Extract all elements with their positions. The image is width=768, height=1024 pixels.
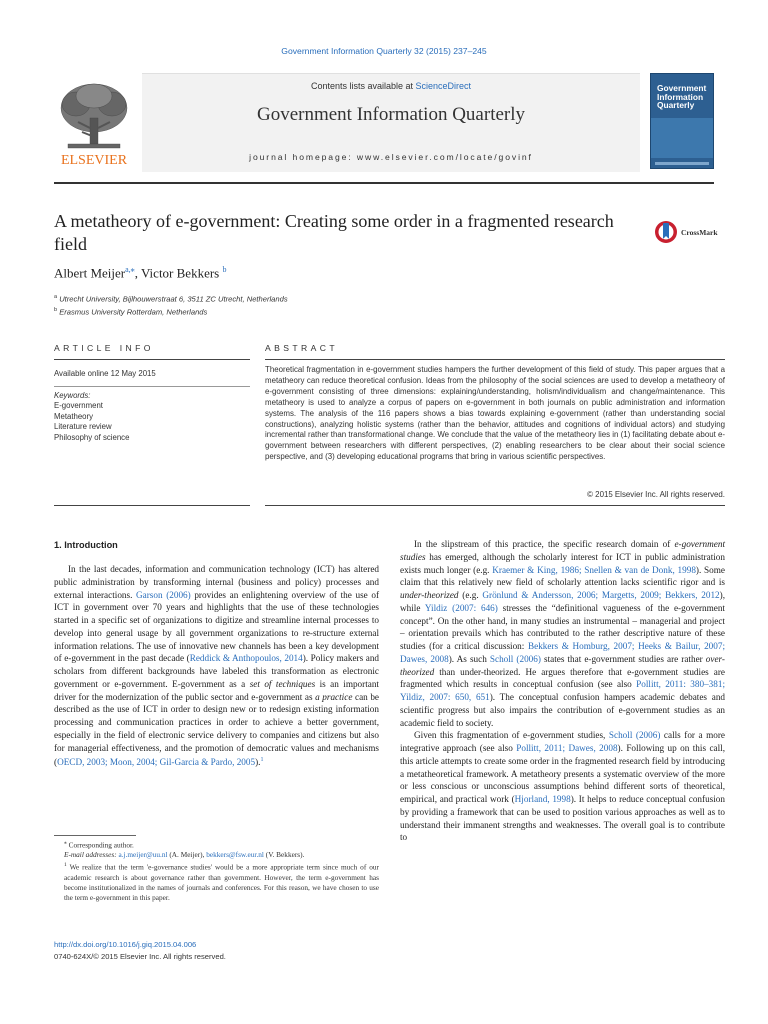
issn-copyright: 0740-624X/© 2015 Elsevier Inc. All rights reserved. (54, 952, 226, 961)
affiliations (54, 292, 288, 317)
doi-link[interactable]: http://dx.doi.org/10.1016/j.giq.2015.04.006 (54, 940, 197, 949)
citation-link[interactable]: OECD, 2003; Moon, 2004; Gil-Garcia & Pardo, 2005 (57, 757, 256, 768)
header-divider (54, 182, 714, 184)
keyword: E-government (54, 401, 103, 411)
footnote-1: $^1$ We realize that the term 'e-governance studies' would be a more appropriate term since much of our academic research is about governance rather than government. However, the term e-government has become institutionalized in the names of journals and conferences. For this reason, we have chosen to use the term e-government in this paper. (64, 862, 379, 902)
crossmark-badge[interactable] (654, 218, 724, 246)
article-info-heading: ARTICLE INFO (54, 343, 154, 353)
citation-link[interactable]: Scholl (2006) (608, 730, 661, 741)
author-affiliation-mark[interactable]: a,⁎ (125, 265, 135, 274)
citation-link[interactable]: Hjorland, 1998 (514, 794, 571, 804)
elsevier-wordmark: ELSEVIER (60, 153, 128, 168)
paragraph: In the last decades, information and communication technology (ICT) has altered public administration by transforming internal (business and policy) processes and external interactions. Garson (2006) provides an enlightening overview of the use of ICT in government over 70 years and highlights that the use of these technologies started in a specific set of organizations to digitize and streamline internal processes to develop into general usage by all government organizations to re-structure external information relations. The use of innovative new channels has been a key development of e-government in the past decade (Reddick & Anthopoulos, 2014). Policy makers and scholars from different backgrounds have labeled this transformation as electronic government or e-government. E-government as a set of techniques is an important driver for the modernization of the public sector and e-government as a practice can be described as the use of ICT in order to design new or to redesign existing information processing and communication practices in order to achieve a better government, especially in the field of electronic service delivery to companies and citizens but also for managerial effectiveness, and the promotion of democratic values and mechanisms (OECD, 2003; Moon, 2004; Gil-Garcia & Pardo, 2005).$^1$ (54, 564, 380, 768)
cover-title: Government Information Quarterly (657, 83, 707, 111)
section-heading: 1. Introduction (54, 540, 118, 550)
affiliation-b: $^b$ Erasmus University Rotterdam, Netherlands (54, 306, 208, 317)
email-link[interactable]: bekkers@fsw.eur.nl (206, 850, 264, 860)
citation-link[interactable]: Pollitt, 2011; Dawes, 2008 (516, 743, 618, 753)
citation-link[interactable]: Kraemer & King, 1986; Snellen & van de Donk, 1998 (492, 564, 696, 575)
citation-link[interactable]: Pollitt, 2011: 380–381; Yildiz, 2007: 650, 651 (400, 679, 725, 702)
keywords-heading: Keywords: (54, 391, 91, 400)
contents-available-line: Contents lists available at ScienceDirect (310, 81, 472, 91)
citation-link[interactable]: Scholl (2006) (489, 653, 541, 664)
body-column-right (400, 538, 725, 844)
journal-cover-thumbnail[interactable] (650, 73, 714, 169)
citation-link[interactable]: Grönlund & Andersson, 2006; Margetts, 2009; Bekkers, 2012 (482, 590, 720, 600)
abstract-copyright: © 2015 Elsevier Inc. All rights reserved. (587, 490, 725, 499)
abstract-divider (265, 359, 725, 360)
footnote-ref[interactable]: 1 (260, 757, 264, 764)
sciencedirect-link[interactable]: ScienceDirect (415, 81, 472, 91)
keyword: Philosophy of science (54, 432, 130, 442)
citation-link[interactable]: Reddick & Anthopoulos, 2014 (189, 653, 303, 664)
citation-link[interactable]: Yildiz (2007: 646) (424, 602, 498, 613)
author-name: Albert Meijer (54, 265, 126, 281)
crossmark-icon (654, 218, 678, 246)
elsevier-tree-logo (54, 78, 134, 170)
keywords-list (54, 391, 129, 443)
paragraph: In the slipstream of this practice, the specific research domain of e-government studies has emerged, although the scholarly interest for ICT in public administration exists much longer (e.g. Kraemer & King, 1986; Snellen & van de Donk, 1998). Some claim that this relatively new field of scholarly attention lacks scientific rigor and is under-theorized (e.g. Grönlund & Andersson, 2006; Margetts, 2009; Bekkers, 2012), while Yildiz (2007: 646) stresses the “definitional vagueness of the e-government concept”. On the other hand, in many studies an instrumental – managerial and project – orientation prevails which has contributed to the rather descriptive nature of these studies (for a critical discussion: Bekkers & Homburg, 2007; Heeks & Bailur, 2007; Dawes, 2008). As such Scholl (2006) states that e-government studies are rather over-theorized than under-theorized. He argues therefore that e-government studies are fragmented which results in conceptual confusion (see also Pollitt, 2011: 380–381; Yildiz, 2007: 650, 651). The conceptual confusion hampers academic debates and scientific progress but also impairs the contribution of e-government studies as an academic field to society. (400, 539, 726, 728)
article-info-bottom-divider (54, 505, 250, 506)
available-online-date: Available online 12 May 2015 (54, 369, 156, 378)
crossmark-label: CrossMark (681, 228, 718, 237)
author-line: Albert Meijer$^{a,⁎}$, Victor Bekkers $^b$ (54, 265, 227, 281)
keyword: Metatheory (54, 411, 94, 421)
paragraph: Given this fragmentation of e-government studies, Scholl (2006) calls for a more integrative approach (see also Pollitt, 2011; Dawes, 2008). Following up on this call, this article attempts to create some order in the fragmented research field by introducing a metatheoretical framework. A metatheory presents a systematic overview of the more or less conscious or unconscious assumptions behind different sorts of theoretical, empirical, and practical work (Hjorland, 1998). It helps to reduce conceptual confusion by providing a framework that can be used to position various approaches as well as to understand their immanent strengths and weaknesses. The overall goal is to contribute to (400, 730, 726, 843)
citation-link[interactable]: Garson (2006) (136, 589, 191, 600)
body-column-left (54, 563, 379, 769)
abstract-bottom-divider (265, 505, 725, 506)
footnote-corresponding: ⁎ Corresponding author. (64, 840, 134, 850)
footnote-divider (54, 835, 136, 836)
article-info-inner-divider (54, 386, 250, 387)
cover-strip (655, 162, 709, 165)
abstract-heading: ABSTRACT (265, 343, 339, 353)
journal-reference-link[interactable]: Government Information Quarterly 32 (2015) 237–245 (281, 46, 487, 56)
article-title: A metatheory of e-government: Creating some order in a fragmented research field (54, 211, 614, 254)
journal-homepage-line[interactable]: journal homepage: www.elsevier.com/locate/govinf (249, 152, 533, 162)
journal-title: Government Information Quarterly (256, 104, 526, 125)
footnotes (54, 838, 379, 903)
cover-image-band (651, 118, 713, 158)
article-info-divider (54, 359, 250, 360)
abstract-text: Theoretical fragmentation in e-government studies hampers the further development of this field of study. This paper argues that a metatheory can reduce theoretical confusion. Ideas from the philosophy of the social sciences are used to develop a metatheory of e-government consisting of three dimensions: explaining/understanding, holism/individualism and change/maintenance. This metatheory is used to analyze a corpus of papers on e-government in both journals on public administration and information systems. The analysis of the 116 papers shows a bias towards explaining e-government (rather than understanding social constructions), analyzing holistic systems (rather than the behavior, attitudes and cognitions of individual actors) and studying incremental rather than transformational change. We conclude that the value of the metatheory lies in (1) facilitating debate about e-government between researchers with different perspectives, (2) enabling researchers to be clear about their social science perspective, and (3) developing educational programs that bring in various scientific perspectives. (265, 365, 725, 462)
footnote-emails: E-mail addresses: a.j.meijer@uu.nl (A. Meijer), bekkers@fsw.eur.nl (V. Bekkers). (64, 850, 305, 860)
email-link[interactable]: a.j.meijer@uu.nl (118, 850, 168, 860)
author-name: Victor Bekkers (140, 265, 220, 281)
keyword: Literature review (54, 422, 112, 432)
author-affiliation-mark[interactable]: b (222, 265, 227, 274)
citation-link[interactable]: Bekkers & Homburg, 2007; Heeks & Bailur, 2007; Dawes, 2008 (400, 641, 726, 664)
affiliation-a: $^a$ Utrecht University, Bijlhouwerstraat 6, 3511 ZC Utrecht, Netherlands (54, 294, 288, 304)
